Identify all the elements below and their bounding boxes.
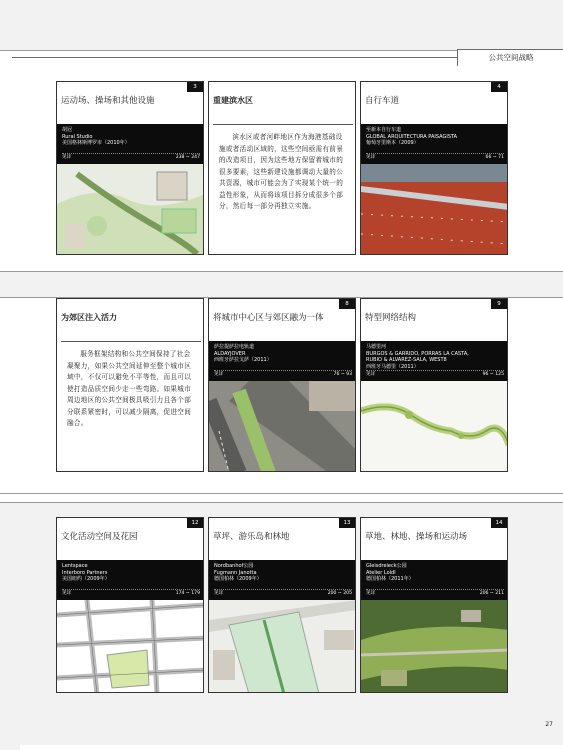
info-line: Rural Studio	[62, 133, 93, 140]
card-info	[57, 560, 204, 600]
card-sports-fields	[56, 81, 204, 255]
card-title: 文化活动空间及花园	[61, 530, 201, 561]
card-title: 运动场、操场和其他设施	[61, 94, 201, 125]
site-plan-image	[57, 164, 204, 255]
info-line: RUBIO & ALVAREZ-SALA, WEST8	[366, 357, 447, 363]
info-line: 胡冠	[62, 127, 73, 133]
info-line: GLOBAL ARQUITECTURA PAISAGISTA	[366, 133, 458, 140]
card-number: 3	[187, 82, 203, 92]
page-reference	[366, 153, 504, 162]
card-body-text: 滨水区或者河畔地区作为海港基础设施或者活动区域的，这些空间亟需有前景的改造项目，因为这些地方保留着城市的很多要素，这些新建设施都调动大量的公共资源，城市可能会为了实现某个统一的益性形象，从而将该项目拆分成很多个部分，然后每一部分再独立实施。	[219, 133, 344, 210]
card-body-text: 服务框架结构和公共空间保持了社会凝聚力，如果公共空间延伸至整个城市区域中，不仅可以避免不平等性，而且可以使打造品质空间少走一些弯路。如果城市周边地区的公共空间极具吸引力且各个部分联系紧密时，可以减少隔离，促进空间融合。	[67, 350, 192, 427]
card-info	[57, 124, 204, 164]
ref-label: 见详	[366, 154, 376, 160]
ref-pages: 206 ~ 211	[479, 590, 504, 596]
info-line: Interboro Partners	[62, 569, 108, 576]
card-info	[209, 560, 356, 600]
river-network-map	[361, 381, 508, 472]
card-info	[361, 341, 508, 381]
band-row-3	[0, 493, 563, 503]
ref-label: 见详	[366, 590, 376, 596]
section-title: 公共空间战略	[457, 49, 563, 66]
card-bike-lane	[360, 81, 508, 255]
bike-lane-photo	[361, 164, 508, 255]
info-line: 西班牙萨拉戈萨（2011）	[214, 357, 272, 363]
ref-label: 见详	[214, 590, 224, 596]
card-number: 8	[339, 299, 355, 309]
street-aerial-photo	[209, 381, 356, 472]
info-line: Lentspace	[62, 563, 88, 569]
card-number: 4	[491, 82, 507, 92]
ref-label: 见详	[366, 371, 376, 377]
park-site-plan	[209, 600, 356, 693]
card-meadow-woodland	[360, 517, 508, 693]
card-info	[361, 560, 508, 600]
info-line: Atelier Loidl	[366, 569, 396, 576]
card-city-center	[208, 298, 356, 472]
info-line: 美国格林斯博罗市（2010年）	[62, 140, 130, 146]
block-plan-drawing	[57, 600, 204, 693]
ref-pages: 200 ~ 205	[327, 590, 352, 596]
ref-label: 见详	[62, 590, 72, 596]
aerial-park-photo	[361, 600, 508, 693]
card-info	[361, 124, 508, 164]
ref-label: 见详	[214, 371, 224, 377]
info-line: 美国纽约（2009年）	[62, 576, 110, 582]
page-reference	[366, 589, 504, 598]
card-title: 特型网络结构	[365, 311, 505, 342]
page-reference	[366, 370, 504, 379]
ref-label: 见详	[62, 154, 72, 160]
card-title: 将城市中心区与郊区融为一体	[213, 311, 353, 342]
ref-pages: 238 ~ 247	[175, 154, 200, 160]
card-title: 为郊区注入活力	[61, 311, 201, 342]
info-line: Gleisdreieck公园	[366, 563, 407, 569]
info-line: ALDAYJOVER	[214, 350, 246, 357]
card-network-structure	[360, 298, 508, 472]
card-cultural-space	[56, 517, 204, 693]
info-line: BURGOS & GARRIDO, PORRAS LA CASTA,	[366, 350, 469, 357]
card-number: 9	[491, 299, 507, 309]
info-line: 马德里河	[366, 344, 387, 350]
card-lawn-playground	[208, 517, 356, 693]
info-line: 至新本自行车道	[366, 127, 402, 133]
page-reference	[62, 153, 200, 162]
card-title: 重建滨水区	[213, 94, 353, 125]
info-line: 西班牙马德里（2011）	[366, 363, 419, 370]
info-line: 萨拉提萨拉电轨道	[214, 344, 255, 350]
info-line: 德国柏林（2011年）	[366, 576, 414, 582]
ref-pages: 76 ~ 93	[333, 371, 352, 377]
card-title: 草地、林地、操场和运动场	[365, 530, 505, 561]
bottom-strip	[20, 745, 563, 750]
page-reference	[214, 589, 352, 598]
page-number: 27	[545, 721, 553, 728]
ref-pages: 66 ~ 71	[485, 154, 504, 160]
card-suburbs	[56, 298, 204, 472]
page-reference	[214, 370, 352, 379]
card-number: 13	[339, 518, 355, 528]
page-reference	[62, 589, 200, 598]
card-title: 自行车道	[365, 94, 505, 125]
ref-pages: 96 ~ 125	[482, 371, 504, 377]
card-number: 14	[491, 518, 507, 528]
card-waterfront	[208, 81, 356, 255]
info-line: Nordbanhof公园	[214, 563, 254, 569]
info-line: 葡萄牙里斯本（2009）	[366, 140, 419, 146]
ref-pages: 174 ~ 179	[175, 590, 200, 596]
card-info	[209, 341, 356, 381]
card-number: 12	[187, 518, 203, 528]
info-line: 德国柏林（2009年）	[214, 576, 262, 582]
info-line: Fugmann Janotta	[214, 569, 257, 576]
card-title: 草坪、游乐岛和林地	[213, 530, 353, 561]
